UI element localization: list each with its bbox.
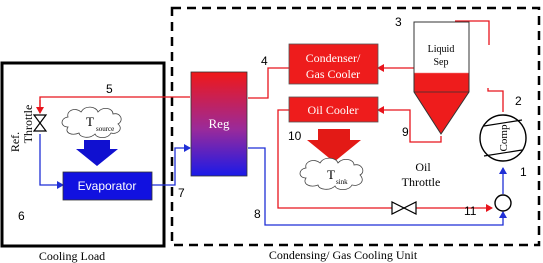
t-sink-main: T — [327, 167, 335, 182]
oil-throttle-label-1: Oil — [415, 160, 431, 174]
state-point-5: 5 — [106, 82, 113, 96]
ref-throttle-label-1: Ref. — [8, 131, 22, 153]
pipe-2 — [488, 88, 503, 112]
liquid-separator — [414, 22, 469, 134]
oil-throttle-valve — [392, 202, 416, 214]
state-point-9: 9 — [402, 125, 409, 139]
state-point-8: 8 — [254, 207, 261, 221]
liquid-sep-label-2: Sep — [433, 57, 449, 68]
mixer — [495, 195, 511, 211]
pipe-4 — [248, 68, 289, 98]
state-point-7: 7 — [178, 186, 185, 200]
heat-arrow-sink — [307, 129, 361, 162]
state-point-10: 10 — [288, 129, 302, 143]
t-source-label — [86, 114, 94, 129]
pipe-5 — [40, 97, 190, 112]
pipe-6 — [40, 134, 63, 185]
comp-label: Comp — [498, 124, 510, 152]
state-point-11: 11 — [464, 204, 477, 218]
state-point-2: 2 — [515, 94, 522, 108]
t-source-main: T — [86, 114, 94, 129]
condenser-label-2: Gas Cooler — [305, 67, 361, 81]
cooling-load-title: Cooling Load — [38, 249, 106, 263]
reg-label: Reg — [208, 116, 230, 131]
t-source-sub: source — [96, 125, 115, 133]
ref-throttle-valve — [34, 115, 46, 131]
oil-cooler-label: Oil Cooler — [307, 103, 359, 117]
state-point-1: 1 — [520, 165, 527, 179]
condenser-label-1: Condenser/ — [305, 51, 361, 65]
state-point-6: 6 — [18, 209, 25, 223]
evaporator-label: Evaporator — [77, 179, 137, 193]
heat-arrow-source — [76, 140, 118, 166]
state-point-4: 4 — [261, 54, 268, 68]
ref-throttle-label-2: Throttle — [21, 104, 35, 144]
t-sink-sub: sink — [336, 178, 348, 186]
state-point-3: 3 — [395, 15, 402, 29]
liquid-sep-label-1: Liquid — [427, 44, 455, 55]
oil-throttle-label-2: Throttle — [401, 175, 441, 189]
condensing-unit-title: Condensing/ Gas Cooling Unit — [268, 248, 418, 262]
